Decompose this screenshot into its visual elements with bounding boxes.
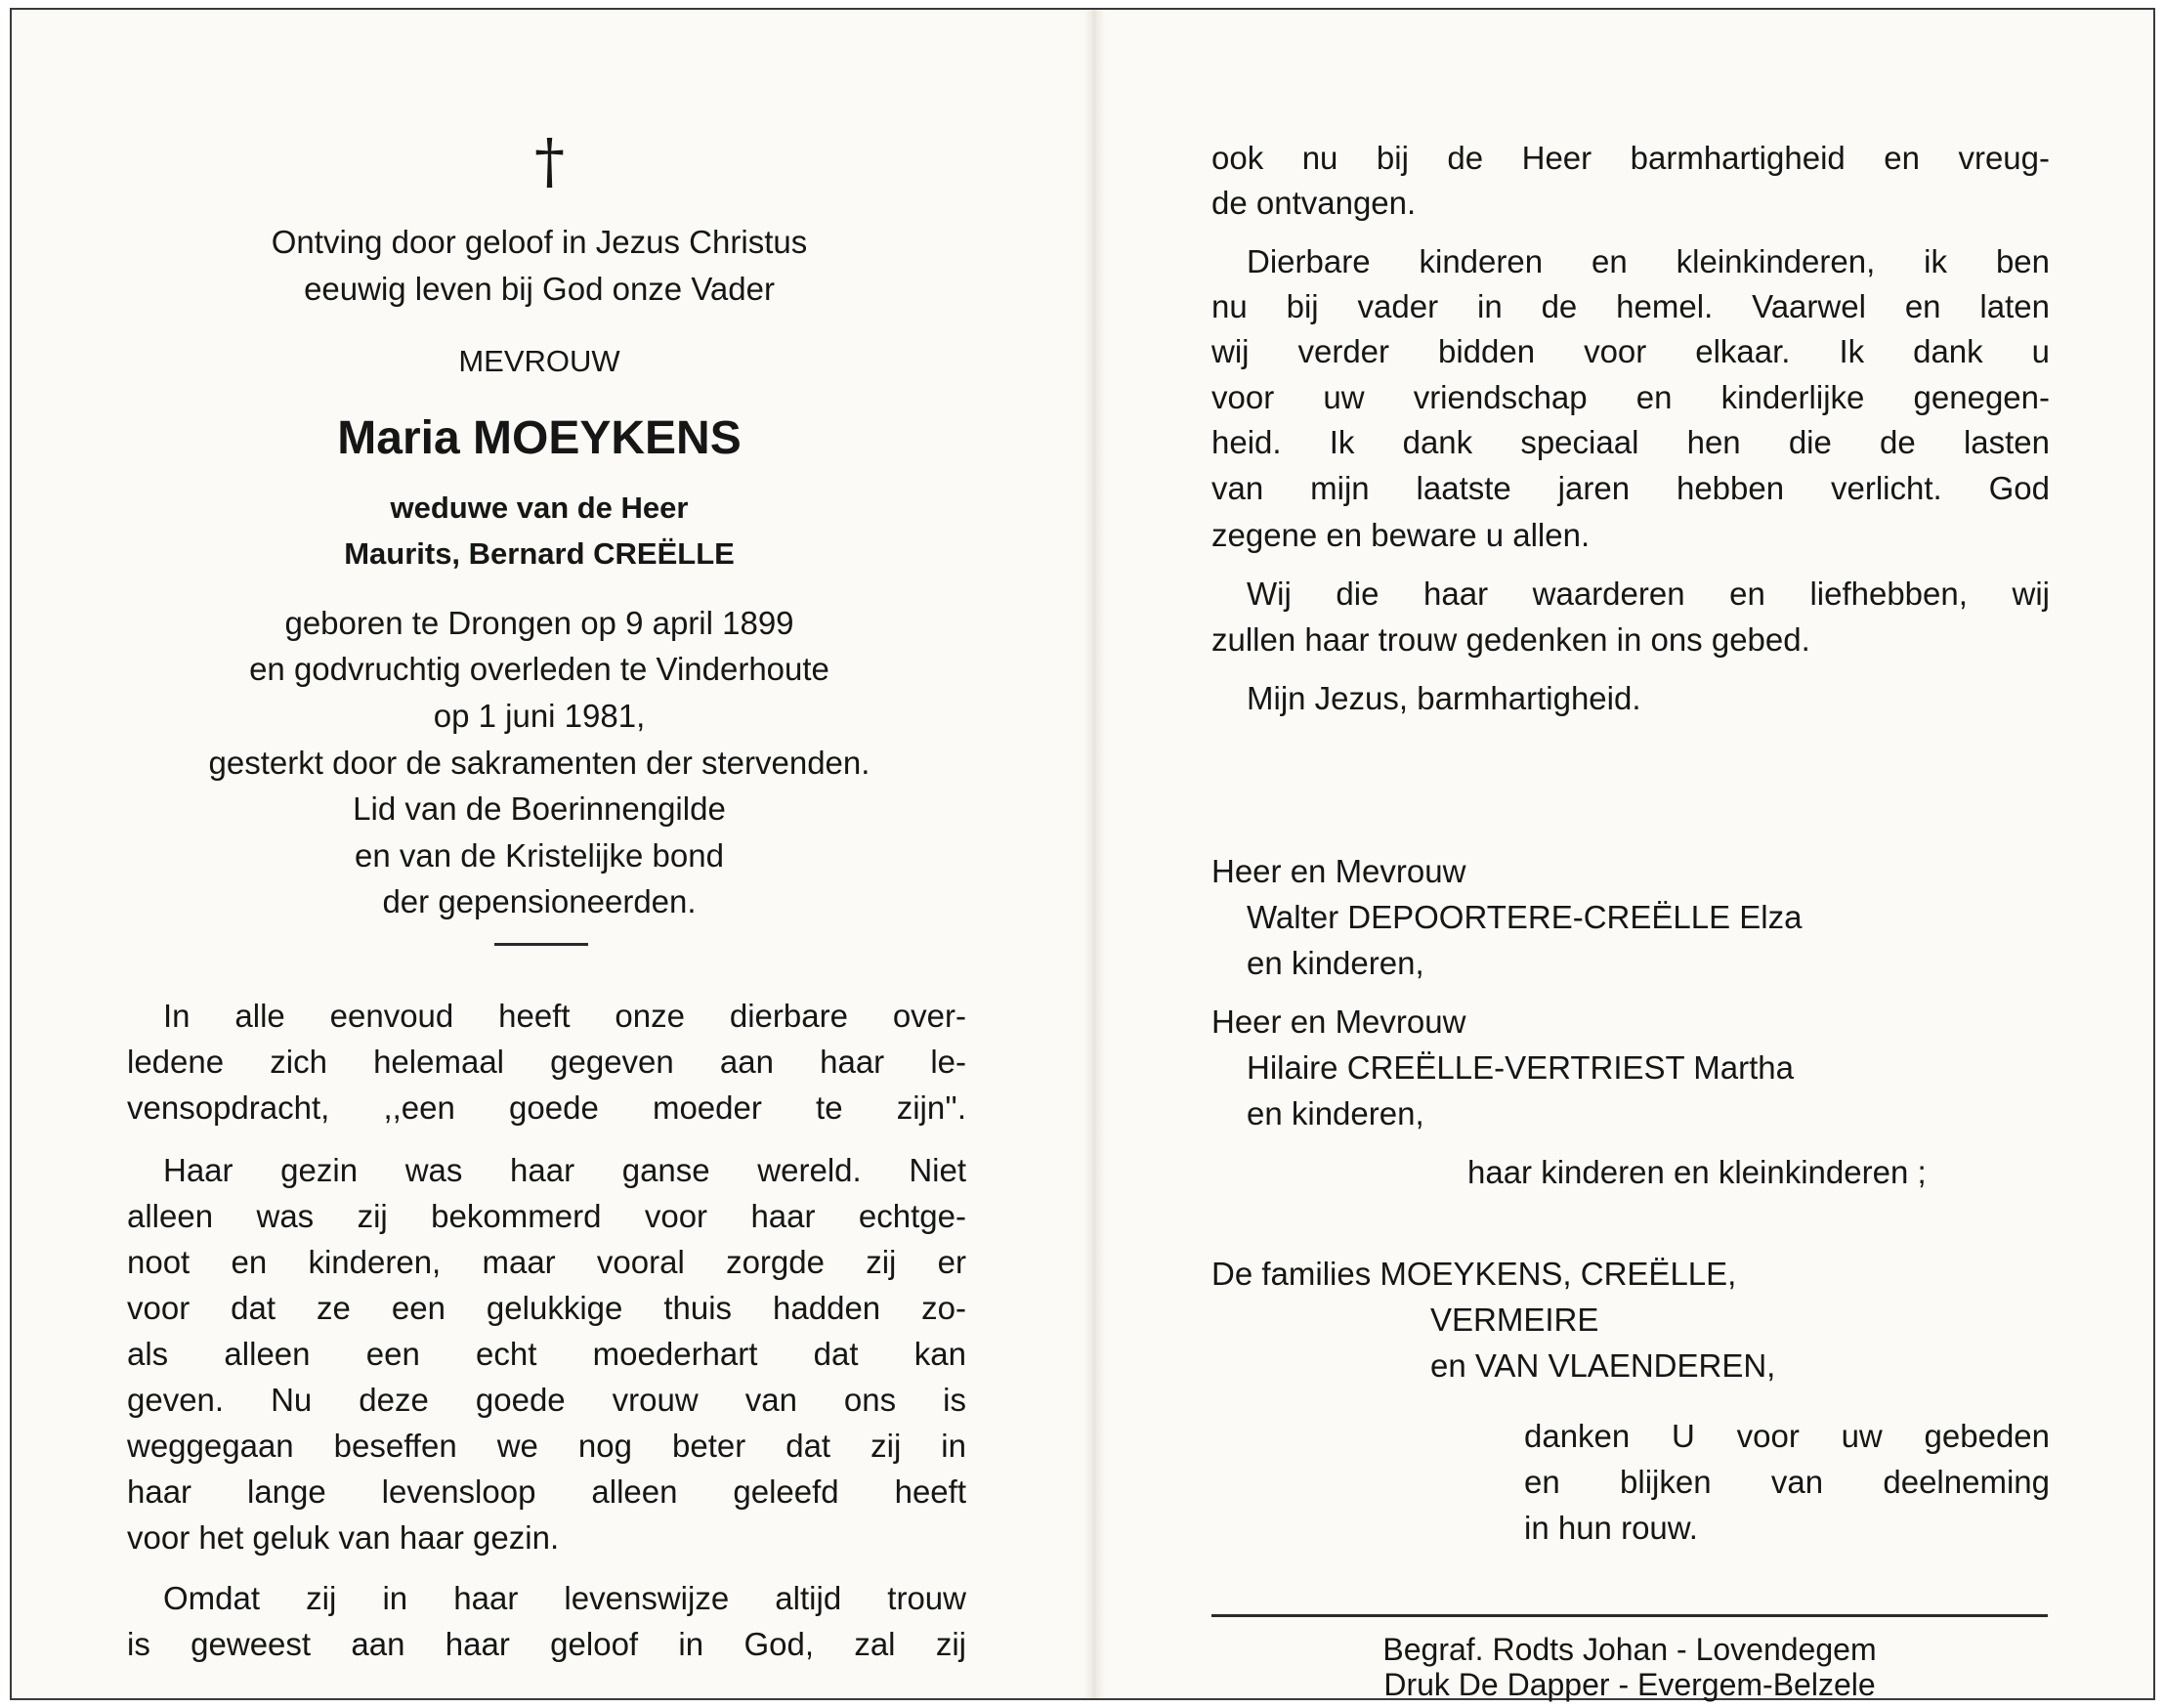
deceased-name: Maria MOEYKENS bbox=[337, 412, 742, 464]
detail-line: op 1 juni 1981, bbox=[433, 698, 646, 734]
widow-line: weduwe van de Heer bbox=[390, 491, 689, 525]
body-line: ook nu bij de Heer barmhartigheid en vreug- bbox=[1211, 140, 2050, 176]
family-line: en kinderen, bbox=[1247, 945, 1424, 981]
family-line: Walter DEPOORTERE-CREËLLE Elza bbox=[1247, 899, 1803, 935]
body-line: nu bij vader in de hemel. Vaarwel en laten bbox=[1211, 288, 2050, 324]
families-line: De families MOEYKENS, CREËLLE, bbox=[1211, 1256, 1737, 1292]
families-line: VERMEIRE bbox=[1430, 1302, 1599, 1338]
detail-line: der gepensioneerden. bbox=[382, 883, 697, 919]
separator-line bbox=[494, 943, 588, 946]
widow-line: Maurits, Bernard CREËLLE bbox=[344, 536, 735, 571]
body-line: noot en kinderen, maar vooral zorgde zij er bbox=[127, 1244, 966, 1280]
family-line: Heer en Mevrouw bbox=[1211, 1003, 1466, 1040]
body-line: van mijn laatste jaren hebben verlicht. God bbox=[1211, 470, 2050, 506]
cross-icon: † bbox=[534, 125, 565, 196]
family-line: Hilaire CREËLLE-VERTRIEST Martha bbox=[1247, 1049, 1794, 1086]
thanks-line: danken U voor uw gebeden bbox=[1524, 1418, 2050, 1454]
detail-line: gesterkt door de sakramenten der stervenden. bbox=[208, 745, 870, 781]
body-line: is geweest aan haar geloof in God, zal zij bbox=[127, 1626, 966, 1662]
body-line: heid. Ik dank speciaal hen die de lasten bbox=[1211, 424, 2050, 460]
body-line: vensopdracht, ,,een goede moeder te zijn''. bbox=[127, 1089, 966, 1126]
detail-line: en godvruchtig overleden te Vinderhoute bbox=[249, 651, 829, 687]
body-line: haar lange levensloop alleen geleefd heeft bbox=[127, 1473, 966, 1510]
family-line: en kinderen, bbox=[1247, 1095, 1424, 1132]
detail-line: en van de Kristelijke bond bbox=[355, 837, 724, 874]
detail-line: geboren te Drongen op 9 april 1899 bbox=[284, 605, 794, 641]
footer-line: Druk De Dapper - Evergem-Belzele bbox=[1383, 1667, 1876, 1702]
body-line: voor dat ze een gelukkige thuis hadden zo- bbox=[127, 1290, 966, 1326]
body-line: weggegaan beseffen we nog beter dat zij in bbox=[127, 1428, 966, 1464]
family-line: Heer en Mevrouw bbox=[1211, 853, 1466, 889]
intro-line: eeuwig leven bij God onze Vader bbox=[304, 271, 775, 307]
body-line: de ontvangen. bbox=[1211, 185, 1417, 221]
intro-line: Ontving door geloof in Jezus Christus bbox=[271, 224, 808, 260]
body-line: Dierbare kinderen en kleinkinderen, ik ben bbox=[1247, 243, 2050, 279]
families-line: en VAN VLAENDEREN, bbox=[1430, 1347, 1776, 1384]
body-line: ledene zich helemaal gegeven aan haar le- bbox=[127, 1044, 966, 1080]
thanks-line: in hun rouw. bbox=[1524, 1510, 1698, 1546]
detail-line: Lid van de Boerinnengilde bbox=[353, 790, 726, 827]
body-line: wij verder bidden voor elkaar. Ik dank u bbox=[1211, 333, 2050, 369]
body-line: Wij die haar waarderen en liefhebben, wij bbox=[1247, 576, 2050, 612]
footer-line: Begraf. Rodts Johan - Lovendegem bbox=[1382, 1632, 1877, 1667]
grandchildren-line: haar kinderen en kleinkinderen ; bbox=[1467, 1154, 1927, 1190]
prayer-line: Mijn Jezus, barmhartigheid. bbox=[1247, 680, 1641, 716]
body-line: voor uw vriendschap en kinderlijke genegen- bbox=[1211, 379, 2050, 415]
body-line: zegene en beware u allen. bbox=[1211, 517, 1591, 553]
body-line: Haar gezin was haar ganse wereld. Niet bbox=[163, 1152, 966, 1188]
footer-rule bbox=[1211, 1614, 2048, 1617]
body-line: In alle eenvoud heeft onze dierbare over- bbox=[163, 998, 966, 1034]
memorial-card bbox=[10, 8, 2155, 1700]
body-line: alleen was zij bekommerd voor haar echtge- bbox=[127, 1198, 966, 1234]
body-line: als alleen een echt moederhart dat kan bbox=[127, 1336, 966, 1372]
title-mevrouw: MEVROUW bbox=[458, 344, 620, 378]
body-line: geven. Nu deze goede vrouw van ons is bbox=[127, 1382, 966, 1418]
thanks-line: en blijken van deelneming bbox=[1524, 1464, 2050, 1500]
card-fold bbox=[1083, 10, 1105, 1698]
body-line: zullen haar trouw gedenken in ons gebed. bbox=[1211, 621, 1810, 658]
body-line: Omdat zij in haar levenswijze altijd trouw bbox=[163, 1580, 966, 1616]
body-line: voor het geluk van haar gezin. bbox=[127, 1519, 560, 1556]
